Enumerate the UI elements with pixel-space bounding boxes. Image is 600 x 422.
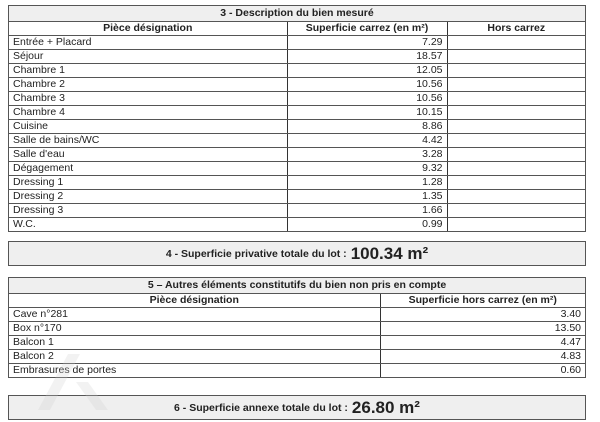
table-row: [9, 36, 585, 50]
carrez-area: 10.15: [287, 106, 447, 120]
hors-carrez-area: [447, 134, 585, 148]
col-superficie-carrez: Superficie carrez (en m²): [287, 22, 447, 36]
element-name: Balcon 1: [9, 336, 380, 350]
hors-carrez-area: [447, 92, 585, 106]
hors-carrez-area: [447, 190, 585, 204]
room-name: Dressing 3: [9, 204, 287, 218]
carrez-area: 10.56: [287, 78, 447, 92]
table-row: [9, 308, 585, 322]
carrez-area: 1.35: [287, 190, 447, 204]
carrez-area: 7.29: [287, 36, 447, 50]
table-row: [9, 162, 585, 176]
room-name: Chambre 4: [9, 106, 287, 120]
total-privative-box: [8, 241, 586, 266]
total-privative-label: 4 - Superficie privative totale du lot :: [165, 247, 347, 260]
room-name: Salle d'eau: [9, 148, 287, 162]
hors-carrez-area: [447, 64, 585, 78]
element-name: Balcon 2: [9, 350, 380, 364]
table-row: [9, 350, 585, 364]
hors-carrez-area: [447, 120, 585, 134]
hors-carrez-area: [447, 204, 585, 218]
col-piece-designation: Pièce désignation: [9, 22, 287, 36]
room-name: W.C.: [9, 218, 287, 232]
hors-carrez-area: 13.50: [380, 322, 585, 336]
table-row: [9, 322, 585, 336]
hors-carrez-area: [447, 36, 585, 50]
total-annexe-box: [8, 395, 586, 420]
room-name: Séjour: [9, 50, 287, 64]
hors-carrez-area: [447, 106, 585, 120]
table-row: [9, 148, 585, 162]
table-row: [9, 204, 585, 218]
carrez-area: 3.28: [287, 148, 447, 162]
hors-carrez-area: [447, 78, 585, 92]
hors-carrez-area: 4.83: [380, 350, 585, 364]
room-name: Chambre 2: [9, 78, 287, 92]
table-row: [9, 92, 585, 106]
room-name: Salle de bains/WC: [9, 134, 287, 148]
table-row: [9, 190, 585, 204]
carrez-area: 1.28: [287, 176, 447, 190]
room-name: Chambre 1: [9, 64, 287, 78]
hors-carrez-area: [447, 162, 585, 176]
carrez-area: 10.56: [287, 92, 447, 106]
carrez-area: 18.57: [287, 50, 447, 64]
total-privative-value: 100.34 m²: [350, 243, 429, 263]
table-row: [9, 78, 585, 92]
carrez-area: 8.86: [287, 120, 447, 134]
other-elements-table: [8, 277, 586, 378]
total-annexe-value: 26.80 m²: [351, 397, 420, 417]
description-table: [8, 5, 586, 232]
hors-carrez-area: 0.60: [560, 364, 581, 376]
element-name: Embrasures de portes: [9, 364, 380, 378]
hors-carrez-area: [447, 50, 585, 64]
total-annexe-label: 6 - Superficie annexe totale du lot :: [174, 401, 348, 414]
room-name: Dégagement: [9, 162, 287, 176]
col-hors-carrez: Hors carrez: [447, 22, 585, 36]
table-row: [9, 106, 585, 120]
carrez-area: 9.32: [287, 162, 447, 176]
hors-carrez-area: [447, 148, 585, 162]
table-row: [9, 218, 585, 232]
element-name: Cave n°281: [9, 308, 380, 322]
section5-title: 5 – Autres éléments constitutifs du bien non pris en compte: [9, 278, 585, 294]
table-row: [9, 120, 585, 134]
table-row: [9, 364, 585, 378]
col-superficie-hors-carrez: Superficie hors carrez (en m²): [380, 294, 585, 308]
room-name: Entrée + Placard: [9, 36, 287, 50]
carrez-area: 1.66: [287, 204, 447, 218]
table-row: [9, 336, 585, 350]
table-row: [9, 64, 585, 78]
room-name: Dressing 2: [9, 190, 287, 204]
carrez-area: 12.05: [287, 64, 447, 78]
hors-carrez-area: 4.47: [380, 336, 585, 350]
carrez-area: 0.99: [287, 218, 447, 232]
carrez-area: 4.42: [287, 134, 447, 148]
hors-carrez-area: [447, 176, 585, 190]
table-row: [9, 176, 585, 190]
room-name: Chambre 3: [9, 92, 287, 106]
room-name: Dressing 1: [9, 176, 287, 190]
col-piece-designation-2: Pièce désignation: [9, 294, 380, 308]
hors-carrez-area: 3.40: [380, 308, 585, 322]
table-row: [9, 134, 585, 148]
hors-carrez-area: [447, 218, 585, 232]
room-name: Cuisine: [9, 120, 287, 134]
element-name: Box n°170: [9, 322, 380, 336]
section3-title: 3 - Description du bien mesuré: [9, 6, 585, 22]
table-row: [9, 50, 585, 64]
